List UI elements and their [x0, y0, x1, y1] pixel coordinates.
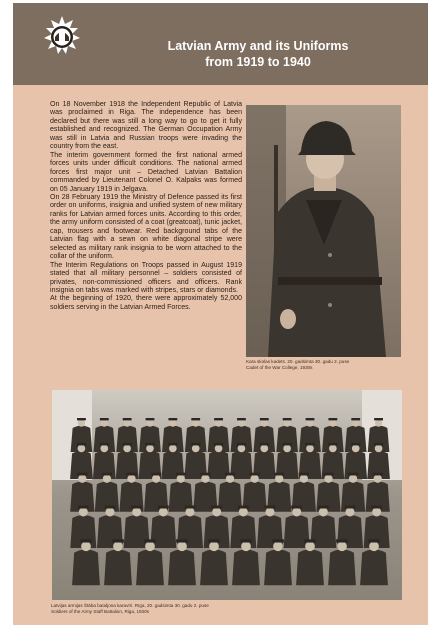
poster-page: [13, 3, 428, 625]
portrait-caption: [246, 359, 406, 371]
paragraph: At the beginning of 1920, there were approximately 52,000 soldiers serving in the Latvian Armed Forces.: [50, 295, 242, 311]
title-line-1: Latvian Army and its Uniforms: [167, 39, 349, 53]
portrait-caption-en: Cadet of the War College, 1930s: [246, 365, 313, 370]
article-body: [50, 101, 242, 312]
paragraph: On 28 February 1919 the Ministry of Defence passed its first order on uniforms, insignia and unified system of new military ranks for Latvian armed forces units. According to this order, the army uniform consisted of a coat (greatcoat), tunic jacket, cap, trousers and footwear. Red background tabs of the Latvian flag with a sewn on white diagonal stripe were selected as military rank insignia to be worn attached to the collar of the uniform.: [50, 193, 242, 261]
cadet-portrait-photo: [246, 105, 401, 357]
portrait-caption-lv: Kara skolas kadets. 20. gadsimta 30. gadu 2. puse: [246, 359, 350, 364]
group-photo-caption: [51, 603, 351, 615]
paragraph: The Interim Regulations on Troops passed in August 1919 stated that all military personnel – soldiers consisted of privates, non-commissioned officers and officers. Rank insignia on tabs was marked with stripes, stars or diamonds.: [50, 261, 242, 294]
paragraph: The interim government formed the first national armed forces units under difficult conditions. The national armed forces first major unit – Detached Latvian Battalion commanded by Lieutenant Colonel O. Kalpaks was formed on 05 January 1919 in Jelgava.: [50, 151, 242, 193]
group-caption-en: Soldiers of the Army Staff Battalion, Riga, 1930s: [51, 609, 149, 614]
page-title: [123, 38, 393, 70]
group-caption-lv: Latvijas armijas Štāba bataljona karavīri. Rīga, 20. gadsimta 30. gadu 2. puse: [51, 603, 209, 608]
title-line-2: from 1919 to 1940: [205, 55, 311, 69]
paragraph: On 18 November 1918 the Independent Republic of Latvia was proclaimed in Riga. The independence has been declared but there was still a long way to go to get it fully established and recognized. The German Occupation Army was still in Latvia and Russian troops were invading the country from the east.: [50, 101, 242, 151]
battalion-group-photo: [52, 390, 402, 600]
latvian-army-emblem-icon: [40, 14, 84, 58]
header-banner: [13, 3, 428, 85]
